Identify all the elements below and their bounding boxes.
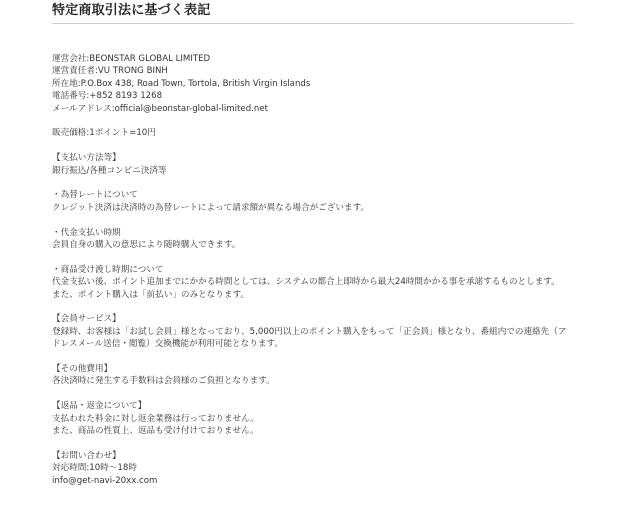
payment-timing-heading: ・代金支払い時期 (52, 227, 121, 238)
exchange-rate-heading: ・為替レートについて (52, 190, 138, 201)
operator-text: 運営会社:BEONSTAR GLOBAL LIMITED (52, 54, 211, 64)
company-info (52, 53, 574, 115)
delivery-section (52, 264, 574, 301)
other-fees-section (52, 363, 574, 388)
refund-text-2: また、商品の性質上、返品も受け付けておりません。 (52, 426, 259, 437)
payment-timing-text: 会員自身の購入の意思により随時購入できます。 (52, 240, 241, 251)
contact-hours-text: 対応時間:10時～18時 (52, 463, 137, 474)
price-section (52, 127, 574, 139)
payment-section (52, 152, 574, 177)
member-service-section (52, 313, 574, 350)
contact-heading: 【お問い合わせ】 (52, 450, 121, 461)
payment-timing-section (52, 227, 574, 252)
price-text: 販売価格:1ポイント=10円 (52, 128, 156, 139)
address-text: 所在地:P.O.Box 438, Road Town, Tortola, British Virgin Islands (52, 78, 311, 89)
other-fees-heading: 【その他費用】 (52, 364, 113, 375)
legal-notice-content (52, 53, 574, 487)
title-divider (52, 23, 574, 24)
manager-text: 運営責任者:VU TRONG BINH (52, 66, 168, 77)
page-title: 特定商取引法に基づく表記 (52, 3, 211, 18)
exchange-rate-text: クレジット決済は決済時の為替レートによって請求額が異なる場合がございます。 (52, 202, 370, 213)
other-fees-text: 各決済時に発生する手数料は会員様のご負担となります。 (52, 376, 275, 387)
payment-heading: 【支払い方法等】 (52, 153, 121, 164)
delivery-heading: ・商品受け渡し時期について (52, 264, 164, 275)
member-service-text: 登録時、お客様は「お試し会員」様となっており、5,000円以上のポイント購入をもって「正会員」様となり、番組内での連絡先（アドレスメール送信・閲覧）交換機能が利用可能となります。 (52, 326, 567, 350)
page (52, 0, 574, 499)
delivery-note: また、ポイント購入は「前払い」のみとなります。 (52, 289, 249, 300)
refund-section (52, 400, 574, 437)
phone-text: 電話番号:+852 8193 1268 (52, 91, 163, 102)
company-email-text: メールアドレス:official@beonstar-global-limited.net (52, 103, 268, 114)
exchange-rate-section (52, 189, 574, 214)
contact-section (52, 450, 574, 487)
refund-heading: 【返品・返金について】 (52, 401, 147, 412)
member-service-heading: 【会員サービス】 (52, 314, 121, 325)
contact-email-text: info@get-navi-20xx.com (52, 475, 158, 486)
payment-methods-text: 銀行振込/各種コンビニ決済等 (52, 165, 167, 176)
delivery-text: 代金支払い後、ポイント追加までにかかる時間としては、システムの都合上即時から最大24時間かかる事を承諾するものとします。 (52, 277, 560, 288)
refund-text-1: 支払われた料金に対し返金業務は行っておりません。 (52, 413, 259, 424)
